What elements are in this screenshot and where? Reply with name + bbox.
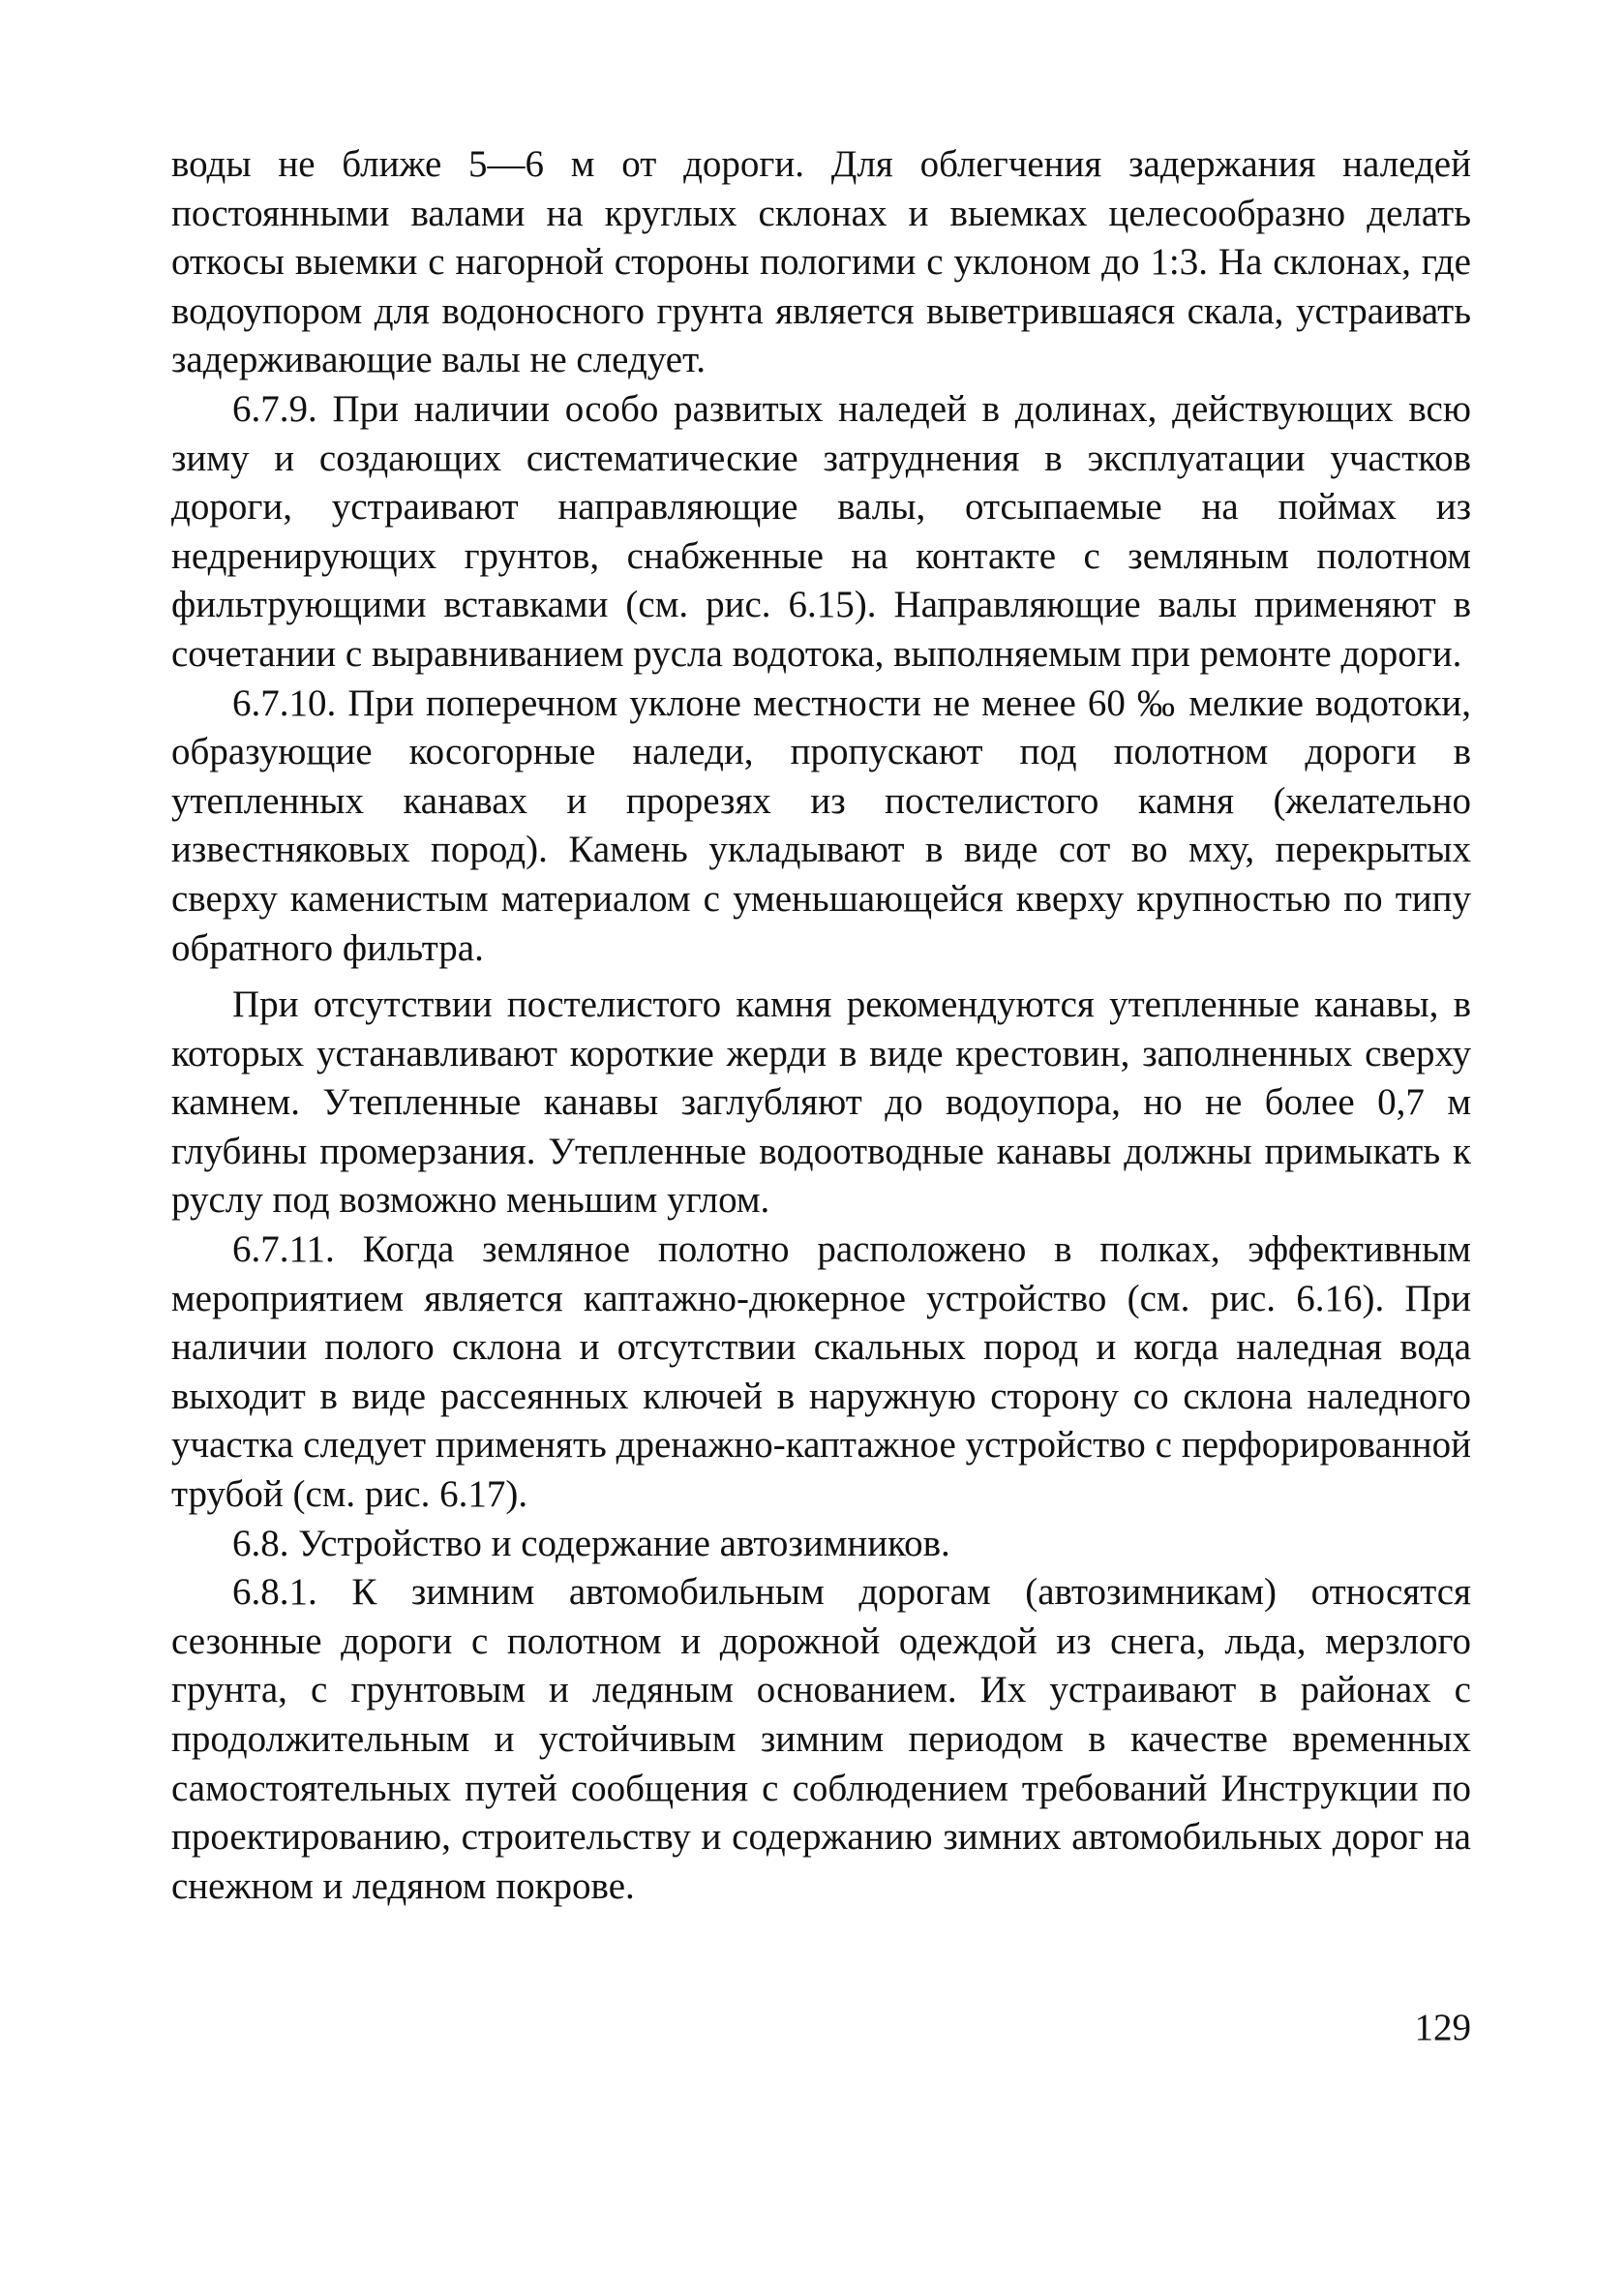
paragraph-continuation: воды не ближе 5—6 м от дороги. Для облегчения задержания наледей постоянными валами на круглых склонах и выемках целесообразно делать откосы выемки с нагорной стороны пологими с уклоном до 1:3. На склонах, где водоупором для водоносного грунта является выветрившаяся скала, устраивать задерживающие валы не следует.: [171, 143, 1471, 381]
paragraph-insulated-ditches: При отсутствии постелистого камня рекомендуются утепленные канавы, в которых устанавливают короткие жерди в виде крестовин, заполненных сверху камнем. Утепленные канавы заглубляют до водоупора, но не более 0,7 м глубины промерзания. Утепленные водоотводные канавы должны примыкать к руслу под возможно меньшим углом.: [171, 984, 1471, 1222]
paragraph-6-7-11: 6.7.11. Когда земляное полотно расположено в полках, эффективным мероприятием является каптажно-дюкерное устройство (см. рис. 6.16). При наличии полого склона и отсутствии скальных пород и когда наледная вода выходит в виде рассеянных ключей в наружную сторону со склона наледного участка следует применять дренажно-каптажное устройство с перфорированной трубой (см. рис. 6.17).: [171, 1228, 1471, 1516]
page-number: 129: [1414, 2007, 1471, 2048]
paragraph-6-7-9: 6.7.9. При наличии особо развитых наледей в долинах, действующих всю зиму и создающих систематические затруднения в эксплуатации участков дороги, устраивают направляющие валы, отсыпаемые на поймах из недренирующих грунтов, снабженные на контакте с земляным полотном фильтрующими вставками (см. рис. 6.15). Направляющие валы применяют в сочетании с выравниванием русла водотока, выполняемым при ремонте дороги.: [171, 387, 1471, 675]
body-text: [171, 140, 1471, 1911]
paragraph-6-8-1: 6.8.1. К зимним автомобильным дорогам (автозимникам) относятся сезонные дороги с полотном и дорожной одеждой из снега, льда, мерзлого грунта, с грунтовым и ледяным основанием. Их устраивают в районах с продолжительным и устойчивым зимним периодом в качестве временных самостоятельных путей сообщения с соблюдением требований Инструкции по проектированию, строительству и содержанию зимних автомобильных дорог на снежном и ледяном покрове.: [171, 1571, 1471, 1907]
paragraph-6-7-10: 6.7.10. При поперечном уклоне местности не менее 60 ‰ мелкие водотоки, образующие косогорные наледи, пропускают под полотном дороги в утепленных канавах и прорезях из постелистого камня (желательно известняковых пород). Камень укладывают в виде сот во мху, перекрытых сверху каменистым материалом с уменьшающейся кверху крупностью по типу обратного фильтра.: [171, 681, 1471, 969]
section-heading-6-8: 6.8. Устройство и содержание автозимников.: [232, 1522, 950, 1564]
